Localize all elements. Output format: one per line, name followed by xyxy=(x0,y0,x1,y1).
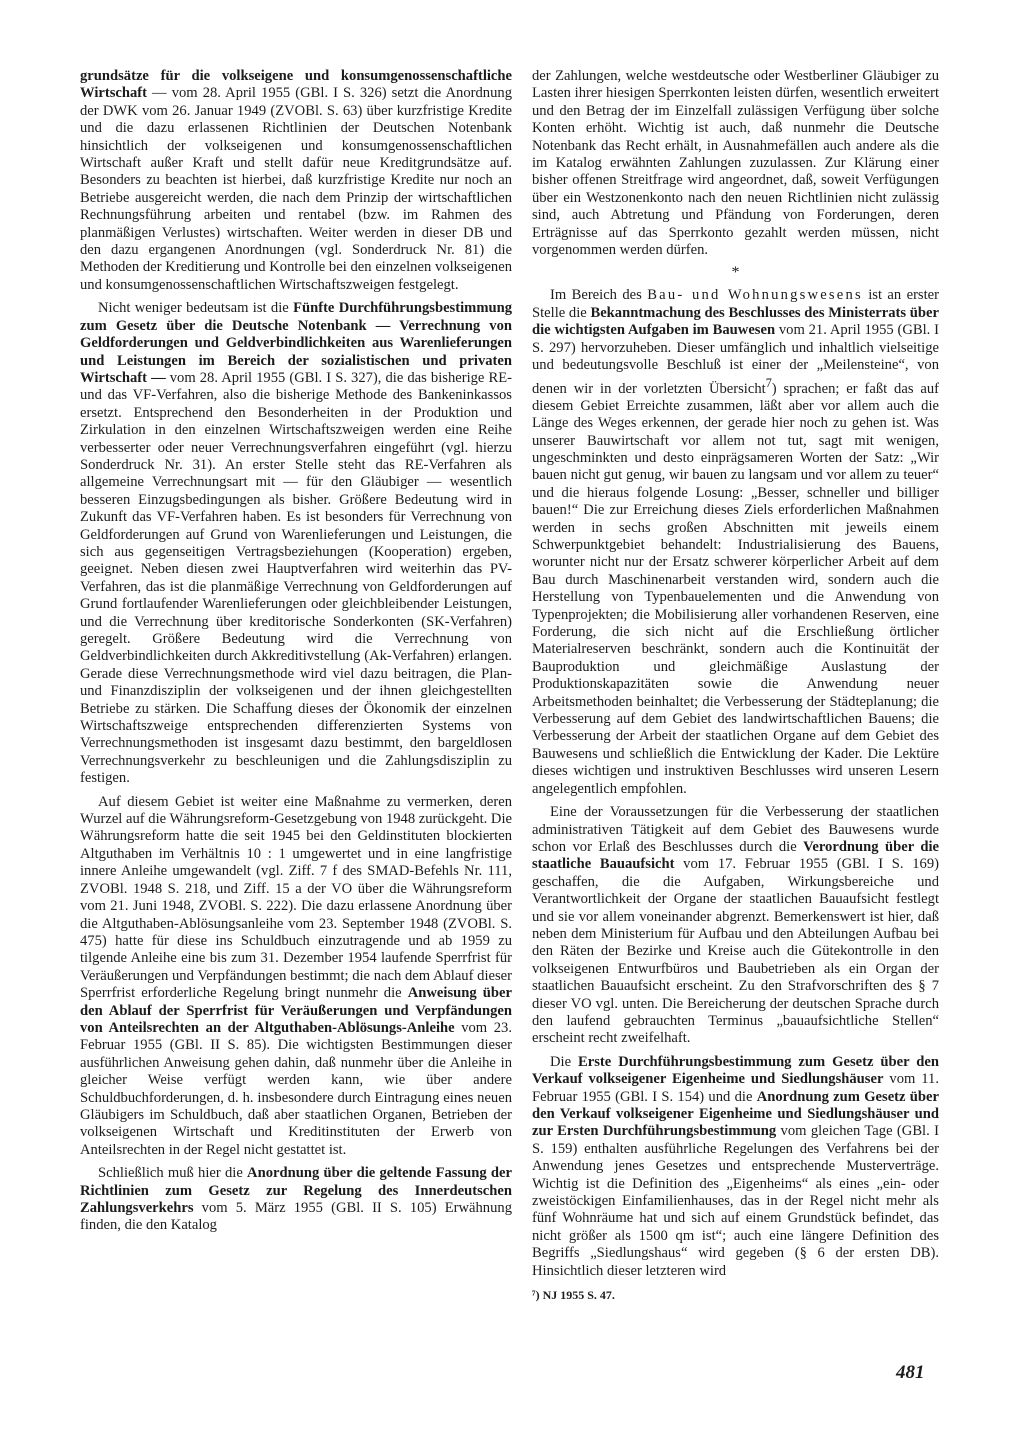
body-text: vom 23. Februar 1955 (GBl. II S. 85). Die wichtigsten Bestimmungen dieser ausführlichen Anweisung gehen dahin, daß nunmehr über die Anleihe in gleicher Weise verfügt werden kann, wie über andere Schuldbuchforderungen, d. h. insbesondere durch Eintragung eines neuen Gläubigers im Schuldbuch, daß aber staatlichen Organen, Betrieben der volkseigenen Wirtschaft und Kreditinstituten der Erwerb von Anteilsrechten in der Regel nicht gestattet ist. xyxy=(80,1019,513,1158)
paragraph xyxy=(80,1165,512,1235)
body-text: Im Bereich des xyxy=(550,287,648,304)
bold-term: Erste Durchführungsbestimmung zum Gesetz über den Verkauf volkseigener Eigenheime und Siedlungshäuser xyxy=(532,1053,939,1088)
body-text: — vom 28. April 1955 (GBl. I S. 326) setzt die Anordnung der DWK vom 26. Januar 1949 (ZVOBl. S. 63) über kurzfristige Kredite und die dazu erlassenen Richtlinien der Deutschen Notenbank hinsichtlich der volkseigenen und konsumgenossenschaftlichen Wirtschaft außer Kraft und stellt dafür neue Kreditgrundsätze auf. Besonders zu beachten ist hierbei, daß kurzfristige Kredite nur noch an Betriebe ausgereicht werden, die nach dem Prinzip der wirtschaftlichen Rechnungsführung arbeiten und rentabel (bzw. im Rahmen des planmäßigen Verlustes) wirtschaften. Weiter werden in dieser DB und den dazu ergangenen Anordnungen (vgl. Sonderdruck Nr. 81) die Methoden der Kreditierung und Kontrolle bei den einzelnen volkseigenen und konsumgenossenschaftlichen Wirtschaftszweigen festgelegt. xyxy=(80,85,512,293)
body-text: vom 21. April 1955 (GBl. I S. 297) hervorzuheben. Dieser umfänglich und inhaltlich vielseitige und bedeutungsvolle Beschluß ist einer der „Meilensteine“, von denen wir in der vorletzten Übersicht xyxy=(532,322,939,397)
paragraph xyxy=(80,300,512,787)
right-column xyxy=(532,68,939,1302)
bold-term: Anordnung über die geltende Fassung der Richtlinien zum Gesetz zur Regelung des Innerdeutschen Zahlungsverkehrs xyxy=(80,1165,512,1216)
body-text: Auf diesem Gebiet ist weiter eine Maßnahme zu vermerken, deren Wurzel auf die Währungsreform-Gesetzgebung von 1948 zurückgeht. Die Währungsreform hatte die seit 1945 bei den Geldinstituten blockierten Altguthaben im Verhältnis 10 : 1 umgewertet und in eine langfristige innere Anleihe umgewandelt (vgl. Ziff. 7 f des SMAD-Befehls Nr. 111, ZVOBl. 1948 S. 218, und Ziff. 15 a der VO über die Währungsreform vom 21. Juni 1948, ZVOBl. S. 222). Die dazu erlassene Anordnung über die Altguthaben-Ablösungsanleihe vom 23. September 1948 (ZVOBl. S. 475) hatte für diese ins Schuldbuch einzutragende und ab 1959 zu tilgende Anleihe eine bis zum 31. Dezember 1954 laufende Sperrfrist für Veräußerungen und Verpfändungen bestimmt; die nach dem Ablauf dieser Sperrfrist erforderliche Regelung bringt nunmehr die xyxy=(80,793,512,1002)
bold-term: Anordnung zum Gesetz über den Verkauf volkseigener Eigenheime und Siedlungshäuser und zur Ersten Durchführungsbestimmung xyxy=(532,1088,939,1140)
paragraph xyxy=(532,804,939,1048)
bold-term: grundsätze für die volkseigene und konsumgenossenschaftliche Wirtschaft xyxy=(80,68,512,102)
body-text: vom 28. April 1955 (GBl. I S. 327), die das bisherige RE- und das VF-Verfahren, also die bisherige Methode des Bankeninkassos ersetzt. Entsprechend den Besonderheiten in der Produktion und Zirkulation in den einzelnen Wirtschaftszweigen werden eine Reihe verbesserter oder neuer Verrechnungsverfahren eingeführt (vgl. hierzu Sonderdruck Nr. 31). An erster Stelle steht das RE-Verfahren als allgemeine Verrechnungsart mit — für den Gläubiger — wesentlich besseren Einzugsbedingungen als bisher. Größere Bedeutung wird in Zukunft das VF-Verfahren haben. Es ist besonders für Verrechnung von Geldforderungen auf Grund von Warenlieferungen und Leistungen, die sich aus gegenseitigen Vertragsbeziehungen (Kooperation) ergeben, geeignet. Neben diesen zwei Hauptverfahren wird weiterhin das PV-Verfahren, das ist die planmäßige Verrechnung von Geldforderungen auf Grund fortlaufender Warenlieferungen oder gleichbleibender Leistungen, und die Verrechnung über kreditorische Sonderkonten (SK-Verfahren) geregelt. Größere Bedeutung wird die Verrechnung von Geldverbindlichkeiten durch Akkreditivstellung (Ak-Verfahren) erlangen. Gerade diese Verrechnungsmethode wird viel dazu beitragen, die Plan- und Finanzdisziplin der volkseigenen und der ihnen gleichgestellten Betriebe zu stärken. Die Schaffung dieses der Ökonomik der einzelnen Wirtschaftszweige entsprechenden differenzierten Systems von Verrechnungsmethoden ist insgesamt dazu bestimmt, den bargeldlosen Verrechnungsverkehr zu beschleunigen und die Zahlungsdisziplin zu festigen. xyxy=(80,369,512,787)
body-text: vom 11. Februar 1955 (GBl. I S. 154) und die xyxy=(532,1071,939,1105)
paragraph xyxy=(532,68,939,259)
body-text: ist an erster Stelle die xyxy=(532,287,939,321)
body-text: Eine der Voraussetzungen für die Verbesserung der staatlichen administrativen Tätigkeit auf dem Gebiet des Bauwesens wurde schon vor Erlaß des Beschlusses durch die xyxy=(532,804,939,855)
body-text: vom gleichen Tage (GBl. I S. 159) enthalten ausführliche Regelungen des Verfahrens bei der Anwendung jenes Gesetzes und entsprechende Musterverträge. Wichtig ist die Definition des „Eigenheims“ als eines „ein- oder zweistöckigen Einfamilienhauses, das in der Regel nicht mehr als fünf Wohnräume hat und sich auf einem Grundstück befindet, das nicht größer als 1500 qm ist“; auch eine längere Definition des Begriffs „Siedlungshaus“ wird gegeben (§ 6 der ersten DB). Hinsichtlich dieser letzteren wird xyxy=(532,1123,939,1279)
body-text: Nicht weniger bedeutsam ist die xyxy=(98,300,294,317)
left-column xyxy=(80,68,512,1241)
bold-term: Fünfte Durchführungsbestimmung zum Gesetz über die Deutsche Notenbank — Verrechnung von Geldforderungen und Geldverbindlichkeiten aus Warenlieferungen und Leistungen im Bereich der sozialistischen und privaten Wirtschaft — xyxy=(80,300,512,386)
paragraph xyxy=(532,287,939,798)
spaced-term: Bau- und Wohnungswesens xyxy=(647,287,863,304)
page-number: 481 xyxy=(896,1362,925,1383)
footnote-ref: 7 xyxy=(765,375,772,390)
bold-term: Anweisung über den Ablauf der Sperrfrist für Veräußerungen und Verpfändungen von Anteilsrechten an der Altguthaben-Ablösungs-Anleihe xyxy=(80,985,512,1036)
paragraph xyxy=(80,794,512,1160)
body-text: vom 5. März 1955 (GBl. II S. 105) Erwähnung finden, die den Katalog xyxy=(80,1200,512,1234)
bold-term: Bekanntmachung des Beschlusses des Ministerrats über die wichtigsten Aufgaben im Bauwesen xyxy=(532,304,939,339)
body-text: vom 17. Februar 1955 (GBl. I S. 169) geschaffen, die die Aufgaben, Wirkungsbereiche und Verantwortlichkeit der Organe der staatlichen Bauaufsicht festlegt und sie vor allem voneinander abgrenzt. Bemerkenswert ist hier, daß neben dem Ministerium für Aufbau und den Abteilungen Aufbau bei den Räten der Bezirke und Kreise auch die Gütekontrolle in den volkseigenen Entwurfbüros und Baubetrieben als ein Organ der staatlichen Bauaufsicht erscheint. Zu den Strafvorschriften des § 7 dieser VO vgl. unten. Die Bereicherung der deutschen Sprache durch den laufend gebrauchten Terminus „bauaufsichtliche Stellen“ erscheint recht zweifelhaft. xyxy=(532,856,939,1047)
bold-term: Verordnung über die staatliche Bauaufsicht xyxy=(532,838,940,873)
body-text: Schließlich muß hier die xyxy=(98,1165,248,1182)
paragraph xyxy=(532,1054,939,1280)
body-text: der Zahlungen, welche westdeutsche oder Westberliner Gläubiger zu Lasten ihrer hiesigen Sperrkonten leisten dürfen, wesentlich erweitert und den Betrag der im Einzelfall zulässigen Verfügung über solche Konten erhöht. Wichtig ist auch, daß nunmehr die Deutsche Notenbank das Recht erhält, in Ausnahmefällen auch andere als die im Katalog erwähnten Zahlungen zuzulassen. Zur Klärung einer bisher offenen Streitfrage wird angeordnet, daß, soweit Verfügungen über ein Westzonenkonto nach den neuen Richtlinien nicht zulässig sind, auch Abtretung und Pfändung von Forderungen, deren Erträgnisse auf das Sperrkonto gezahlt werden müssen, nicht vorgenommen werden dürfen. xyxy=(532,68,939,259)
paragraph xyxy=(80,68,512,294)
section-separator: * xyxy=(731,264,740,282)
body-text: ) sprachen; er faßt das auf diesem Gebiet Erreichte zusammen, läßt aber vor allem auch die Länge des Weges erkennen, der gerade hier noch zu gehen ist. Was unserer Bauwirtschaft vor allem not tut, sagt mit wenigen, ungeschminkten und desto einprägsameren Worten der Satz: „Wir bauen nicht gut genug, wir bauen zu langsam und vor allem zu teuer“ und die hieraus folgende Losung: „Besser, schneller und billiger bauen!“ Die zur Erreichung dieses Ziels erforderlichen Maßnahmen werden in sechs großen Abschnitten mit jeweils einem Schwerpunktgebiet behandelt: Industrialisierung des Bauens, worunter nicht nur der Ersatz schwerer körperlicher Arbeit auf dem Bau durch Maschinenarbeit verstanden wird, sondern auch die Herstellung von Typenbauelementen und die Anwendung von Typenprojekten; die Mobilisierung aller vorhandenen Reserven, eine Forderung, die sich nicht auf die Erschließung örtlicher Materialreserven beschränkt, sondern auch die Kontinuität der Bauproduktion und gleichmäßige Auslastung der Produktionskapazitäten sowie die Anwendung neuer Arbeitsmethoden beinhaltet; die Verbesserung der Städteplanung; die Verbesserung auf dem Gebiet des landwirtschaftlichen Bauens; die Verbesserung der Arbeit der staatlichen Organe auf dem Gebiet des Bauwesens und schließlich die Entwicklung der Kader. Die Lektüre dieses wichtigen und instruktiven Beschlusses wird unseren Lesern angelegentlich empfohlen. xyxy=(532,380,939,797)
footnote: ⁷) NJ 1955 S. 47. xyxy=(532,1288,615,1303)
body-text: Die xyxy=(550,1053,579,1070)
